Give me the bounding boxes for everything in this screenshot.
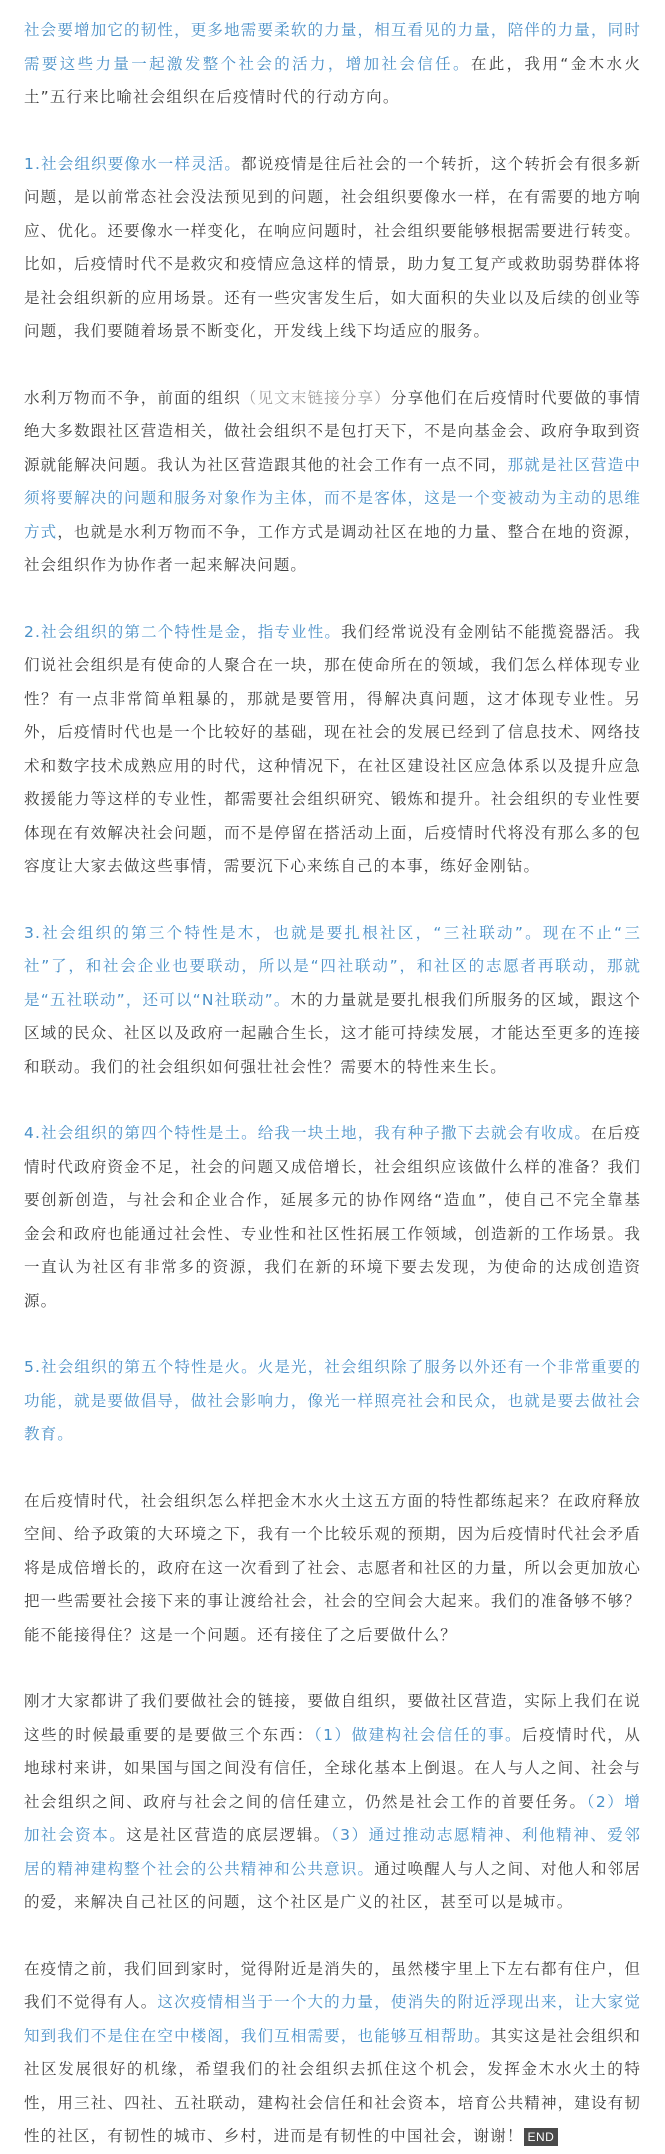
summary-paragraph bbox=[24, 1485, 641, 1653]
water-heading: 1.社会组织要像水一样灵活。 bbox=[24, 154, 242, 173]
fire-heading: 5.社会组织的第五个特性是火。 bbox=[24, 1358, 258, 1376]
metal-heading: 2.社会组织的第二个特性是金，指专业性。 bbox=[24, 622, 342, 641]
trust-text-2: 后疫情时代，从地球村来讲，如果国与国之间没有信任，全球化基本上倒退。在人与人之间、社会与社会组织之间、政府与社会之间的信任建立，仍然是社会工作的首要任务。 bbox=[24, 1725, 641, 1811]
intro-paragraph bbox=[24, 14, 641, 115]
water-detail-text-2: 分享他们在后疫情时代要做的事情绝大多数跟社区营造相关，做社会组织不是包打天下，不是向基金会、政府争取到资源就能解决问题。我认为社区营造跟其他的社会工作有一点不同， bbox=[24, 388, 642, 474]
trust-point-1: （1）做建构社会信任的事。 bbox=[313, 1725, 523, 1744]
intro-highlight: 社会要增加它的韧性，更多地需要柔软的力量，相互看见的力量，陪伴的力量，同时需要这些力量一起激发整个社会的活力，增加社会信任。 bbox=[24, 21, 641, 73]
trust-point-2: （2）增加社会资本。 bbox=[24, 1792, 641, 1844]
metal-text: 我们经常说没有金刚钻不能揽瓷器活。我们说社会组织是有使命的人聚合在一块，那在使命所在的领域，我们怎么样体现专业性？有一点非常简单粗暴的，那就是要管用，得解决真问题，这才体现专业性。另外，后疫情时代也是一个比较好的基础，现在社会的发展已经到了信息技术、网络技术和数字技术成熟应用的时代，这种情况下，在社区建设社区应急体系以及提升应急救援能力等这样的专业性，都需要社会组织研究、锻炼和提升。社会组织的专业性要体现在有效解决社会问题，而不是停留在搭活动上面，后疫情时代将没有那么多的包容度让大家去做这些事情，需要沉下心来练自己的本事，练好金刚钻。 bbox=[24, 622, 641, 875]
earth-text: 在后疫情时代政府资金不足，社会的问题又成倍增长，社会组织应该做什么样的准备？我们要创新创造，与社会和企业合作，延展多元的协作网络“造血”，使自己不完全靠基金会和政府也能通过社会性、专业性和社区性拓展工作领域，创造新的工作场景。我一直认为社区有非常多的资源，我们在新的环境下要去发现，为使命的达成创造资源。 bbox=[24, 1124, 641, 1310]
trust-point-3: （3）通过推动志愿精神、利他精神、爱邻居的精神建构整个社会的公共精神和公共意识。 bbox=[24, 1826, 641, 1878]
end-badge: END bbox=[524, 2128, 559, 2146]
wood-text: 木的力量就是要扎根我们所服务的区域，跟这个区域的民众、社区以及政府一起融合生长，这才能可持续发展，才能达至更多的连接和联动。我们的社会组织如何强壮社会性？需要木的特性来生长。 bbox=[24, 990, 641, 1076]
wood-paragraph bbox=[24, 917, 641, 1085]
wood-heading: 3.社会组织的第三个特性是木，也就是要扎根社区，“三社联动”。现在不止“三社”了，和社会企业也要联动，所以是“四社联动”，和社区的志愿者再联动，那就是“五社联动”，还可以“N社联动”。 bbox=[24, 923, 641, 1009]
ending-text-1: 在疫情之前，我们回到家时，觉得附近是消失的，虽然楼宇里上下左右都有住户，但我们不觉得有人。 bbox=[24, 1959, 641, 2011]
ending-paragraph bbox=[24, 1953, 641, 2154]
water-detail-text-1: 水利万物而不争，前面的组织 bbox=[24, 388, 241, 407]
earth-paragraph bbox=[24, 1117, 641, 1318]
link-share-note: （见文末链接分享） bbox=[240, 388, 391, 407]
fire-paragraph bbox=[24, 1351, 641, 1452]
water-paragraph bbox=[24, 148, 641, 349]
summary-text: 在后疫情时代，社会组织怎么样把金木水火土这五方面的特性都练起来？在政府释放空间、给予政策的大环境之下，我有一个比较乐观的预期，因为后疫情时代社会矛盾将是成倍增长的，政府在这一次看到了社会、志愿者和社区的力量，所以会更加放心把一些需要社会接下来的事让渡给社会，社会的空间会大起来。我们的准备够不够？能不能接得住？这是一个问题。还有接住了之后要做什么？ bbox=[24, 1491, 641, 1644]
trust-text-1: 刚才大家都讲了我们要做社会的链接，要做自组织，要做社区营造，实际上我们在说这些的时候最重要的是要做三个东西： bbox=[24, 1692, 641, 1744]
earth-heading: 4.社会组织的第四个特性是土。给我一块土地，我有种子撒下去就会有收成。 bbox=[24, 1124, 592, 1142]
ending-highlight: 这次疫情相当于一个大的力量，使消失的附近浮现出来，让大家觉知到我们不是住在空中楼阁，我们互相需要，也能够互相帮助。 bbox=[24, 1993, 642, 2045]
ending-text-2: 其实这是社会组织和社区发展很好的机缘，希望我们的社会组织去抓住这个机会，发挥金木水火土的特性，用三社、四社、五社联动，建构社会信任和社会资本，培育公共精神，建设有韧性的社区，有韧性的城市、乡村，进而是有韧性的中国社会，谢谢！ bbox=[24, 2026, 641, 2145]
water-text: 都说疫情是往后社会的一个转折，这个转折会有很多新问题，是以前常态社会没法预见到的问题，社会组织要像水一样，在有需要的地方响应、优化。还要像水一样变化，在响应问题时，社会组织要能够根据需要进行转变。比如，后疫情时代不是救灾和疫情应急这样的情景，助力复工复产或救助弱势群体将是社会组织新的应用场景。还有一些灾害发生后，如大面积的失业以及后续的创业等问题，我们要随着场景不断变化，开发线上线下均适应的服务。 bbox=[24, 154, 641, 340]
intro-text: 在此，我用“金木水火土”五行来比喻社会组织在后疫情时代的行动方向。 bbox=[24, 54, 641, 106]
trust-text-4: 通过唤醒人与人之间、对他人和邻居的爱，来解决自己社区的问题，这个社区是广义的社区，甚至可以是城市。 bbox=[24, 1859, 641, 1911]
trust-text-3: 这是社区营造的底层逻辑。 bbox=[126, 1826, 331, 1844]
water-detail-text-3: ，也就是水利万物而不争，工作方式是调动社区在地的力量、整合在地的资源，社会组织作为协作者一起来解决问题。 bbox=[24, 522, 641, 574]
metal-paragraph bbox=[24, 616, 641, 884]
water-detail-highlight: 那就是社区营造中须将要解决的问题和服务对象作为主体，而不是客体，这是一个变被动为主动的思维方式 bbox=[24, 455, 641, 541]
fire-highlight: 火是光，社会组织除了服务以外还有一个非常重要的功能，就是要做倡导，做社会影响力，像光一样照亮社会和民众，也就是要去做社会教育。 bbox=[24, 1358, 641, 1443]
trust-paragraph bbox=[24, 1685, 641, 1920]
water-detail-paragraph bbox=[24, 382, 641, 583]
